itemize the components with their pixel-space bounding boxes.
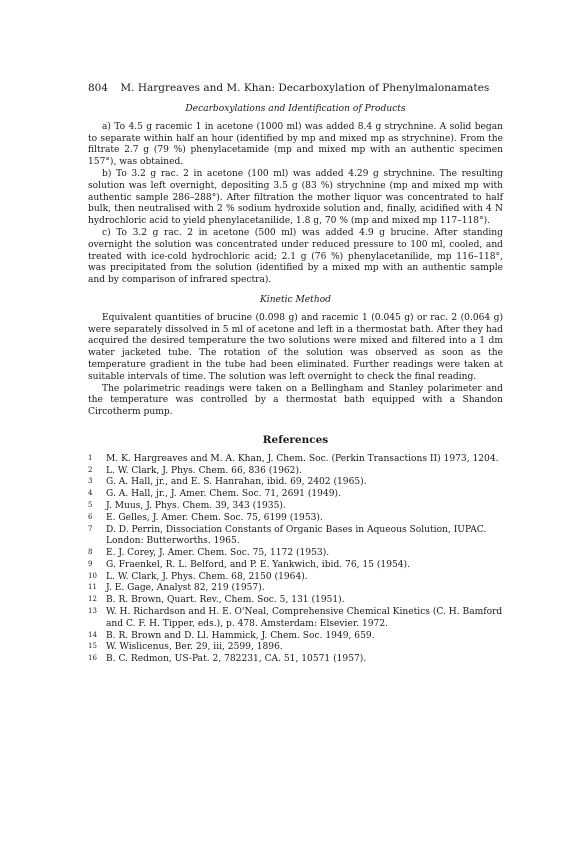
reference-item — [88, 501, 503, 513]
reference-item — [88, 595, 503, 607]
reference-text: G. A. Hall, jr., J. Amer. Chem. Soc. 71, 2691 (1949). — [106, 489, 341, 500]
paragraph-a: a) To 4.5 g racemic 1 in acetone (1000 ml) was added 8.4 g strychnine. A solid began to separate within half an hour (identified by mp and mixed mp as strychnine). From the filtrate 2.7 g (79 %) phenylacetamide (mp and mixed mp with an authentic specimen 157°), was obtained. — [88, 121, 503, 168]
references-heading: References — [262, 433, 329, 446]
section-heading-kinetic-method: Kinetic Method — [260, 294, 331, 305]
reference-text: W. Wislicenus, Ber. 29, iii, 2599, 1896. — [106, 642, 283, 653]
reference-number: 8 — [88, 548, 93, 557]
reference-text: G. A. Hall, jr., and E. S. Hanrahan, ibid. 69, 2402 (1965). — [106, 477, 367, 488]
reference-text: J. E. Gage, Analyst 82, 219 (1957). — [106, 583, 265, 594]
paragraph-c: c) To 3.2 g rac. 2 in acetone (500 ml) was added 4.9 g brucine. After standing overnight the solution was concentrated under reduced pressure to 100 ml, cooled, and treated with ice-cold hydrochloric acid; 2.1 g (76 %) phenylacetanilide, mp 116–118°, was precipitated from the solution (identified by a mixed mp with an authentic sample and by comparison of infrared spectra). — [88, 227, 503, 286]
article-body — [88, 100, 503, 666]
reference-item — [88, 525, 503, 549]
kinetic-paragraph-1: Equivalent quantities of brucine (0.098 g) and racemic 1 (0.045 g) or rac. 2 (0.064 g) were separately dissolved in 5 ml of acetone and left in a thermostat bath. After they had acquired the desired temperature the two solutions were mixed and filtered into a 1 dm water jacketed tube. The rotation of the solution was observed as soon as the temperature gradient in the tube had been eliminated. Further readings were taken at suitable intervals of time. The solution was left overnight to check the final reading. — [88, 312, 503, 382]
reference-text: E. Gelles, J. Amer. Chem. Soc. 75, 6199 (1953). — [106, 512, 323, 523]
reference-item — [88, 454, 503, 466]
reference-text: W. H. Richardson and H. E. O'Neal, Comprehensive Chemical Kinetics (C. H. Bamford and C. F. H. Tipper, eds.), p. 478. Amsterdam: Elsevier. 1972. — [106, 607, 503, 629]
reference-number: 10 — [88, 571, 97, 580]
section-heading-decarboxylations: Decarboxylations and Identification of Products — [185, 104, 406, 114]
reference-number: 5 — [88, 500, 93, 509]
reference-item — [88, 631, 503, 643]
running-title: M. Hargreaves and M. Khan: Decarboxylation of Phenylmalonamates — [120, 82, 490, 94]
reference-text: B. C. Redmon, US-Pat. 2, 782231, CA. 51, 10571 (1957). — [106, 654, 367, 665]
reference-text: B. R. Brown and D. Ll. Hammick, J. Chem. Soc. 1949, 659. — [106, 630, 375, 641]
reference-number: 12 — [88, 595, 97, 604]
reference-text: L. W. Clark, J. Phys. Chem. 68, 2150 (1964). — [106, 571, 308, 582]
reference-item — [88, 489, 503, 501]
reference-number: 13 — [88, 607, 97, 616]
reference-item — [88, 548, 503, 560]
kinetic-paragraph-2: The polarimetric readings were taken on a Bellingham and Stanley polarimeter and the temperature was controlled by a thermostat bath equipped with a Shandon Circotherm pump. — [88, 383, 503, 418]
reference-text: J. Muus, J. Phys. Chem. 39, 343 (1935). — [106, 500, 286, 511]
reference-text: B. R. Brown, Quart. Rev., Chem. Soc. 5, 131 (1951). — [106, 595, 345, 606]
reference-text: L. W. Clark, J. Phys. Chem. 66, 836 (1962). — [106, 465, 302, 476]
reference-number: 16 — [88, 654, 97, 663]
running-header — [88, 82, 508, 95]
reference-number: 6 — [88, 512, 93, 521]
reference-item — [88, 572, 503, 584]
reference-item — [88, 642, 503, 654]
reference-number: 15 — [88, 642, 97, 651]
reference-number: 14 — [88, 630, 97, 639]
page-number: 804 — [88, 82, 109, 94]
reference-number: 3 — [88, 477, 93, 486]
reference-number: 9 — [88, 559, 93, 568]
reference-text: E. J. Corey, J. Amer. Chem. Soc. 75, 1172 (1953). — [106, 548, 330, 559]
reference-number: 4 — [88, 489, 93, 498]
paragraph-b: b) To 3.2 g rac. 2 in acetone (100 ml) was added 4.29 g strychnine. The resulting solution was left overnight, depositing 3.5 g (83 %) strychnine (mp and mixed mp with authentic sample 286–288°). After filtration the mother liquor was concentrated to half bulk, then neutralised with 2 % sodium hydroxide solution and, finally, acidified with 4 N hydrochloric acid to yield phenylacetanilide, 1.8 g, 70 % (mp and mixed mp 117–118°). — [88, 168, 503, 227]
reference-item — [88, 477, 503, 489]
reference-item — [88, 583, 503, 595]
reference-number: 2 — [88, 465, 93, 474]
reference-item — [88, 513, 503, 525]
reference-item — [88, 466, 503, 478]
reference-number: 7 — [88, 524, 93, 533]
reference-item — [88, 654, 503, 666]
reference-text: G. Fraenkel, R. L. Belford, and P. E. Yankwich, ibid. 76, 15 (1954). — [106, 559, 410, 570]
reference-text: D. D. Perrin, Dissociation Constants of Organic Bases in Aqueous Solution, IUPAC. London: Butterworths. 1965. — [106, 524, 487, 547]
reference-item — [88, 560, 503, 572]
reference-number: 1 — [88, 453, 93, 462]
reference-number: 11 — [88, 583, 97, 592]
reference-text: M. K. Hargreaves and M. A. Khan, J. Chem. Soc. (Perkin Transactions II) 1973, 1204. — [106, 453, 499, 464]
reference-list — [88, 454, 503, 666]
reference-item — [88, 607, 503, 631]
